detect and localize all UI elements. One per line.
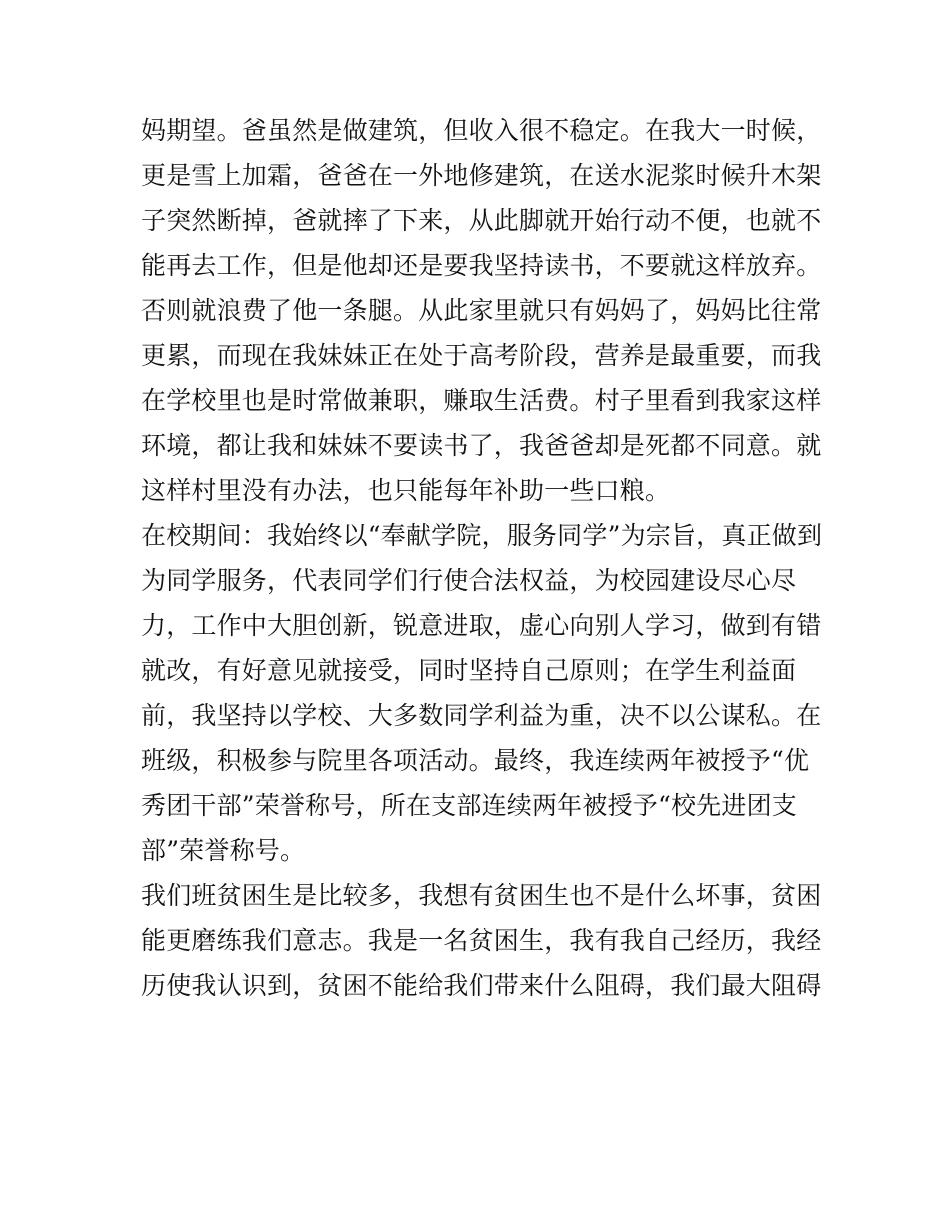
text-line-10: 在校期间：我始终以“奉献学院，服务同学”为宗旨，真正做到: [141, 521, 823, 550]
text-line-8: 环境，都让我和妹妹不要读书了，我爸爸却是死都不同意。就: [141, 431, 822, 460]
text-line-17: 部”荣誉称号。: [141, 836, 306, 865]
text-line-20: 历使我认识到，贫困不能给我们带来什么阻碍，我们最大阻碍: [141, 971, 822, 1000]
text-line-3: 子突然断掉，爸就摔了下来，从此脚就开始行动不便，也就不: [141, 206, 822, 235]
text-line-18: 我们班贫困生是比较多，我想有贫困生也不是什么坏事，贫困: [141, 881, 822, 910]
text-line-11: 为同学服务，代表同学们行使合法权益，为校园建设尽心尽: [141, 566, 797, 595]
text-line-14: 前，我坚持以学校、大多数同学利益为重，决不以公谋私。在: [141, 701, 822, 730]
text-line-15: 班级，积极参与院里各项活动。最终，我连续两年被授予“优: [141, 746, 810, 775]
text-line-13: 就改，有好意见就接受，同时坚持自己原则；在学生利益面: [141, 656, 797, 685]
text-line-5: 否则就浪费了他一条腿。从此家里就只有妈妈了，妈妈比往常: [141, 296, 822, 325]
text-line-12: 力，工作中大胆创新，锐意进取，虚心向别人学习，做到有错: [141, 611, 822, 640]
body-text: [141, 108, 821, 1008]
text-line-19: 能更磨练我们意志。我是一名贫困生，我有我自己经历，我经: [141, 926, 822, 955]
text-line-2: 更是雪上加霜，爸爸在一外地修建筑，在送水泥浆时候升木架: [141, 161, 822, 190]
text-line-7: 在学校里也是时常做兼职，赚取生活费。村子里看到我家这样: [141, 386, 822, 415]
text-line-6: 更累，而现在我妹妹正在处于高考阶段，营养是最重要，而我: [141, 341, 822, 370]
text-line-4: 能再去工作，但是他却还是要我坚持读书，不要就这样放弃。: [141, 251, 822, 280]
text-line-1: 妈期望。爸虽然是做建筑，但收入很不稳定。在我大一时候，: [141, 116, 822, 145]
text-line-9: 这样村里没有办法，也只能每年补助一些口粮。: [141, 476, 671, 505]
text-line-16: 秀团干部”荣誉称号，所在支部连续两年被授予“校先进团支: [141, 791, 797, 820]
